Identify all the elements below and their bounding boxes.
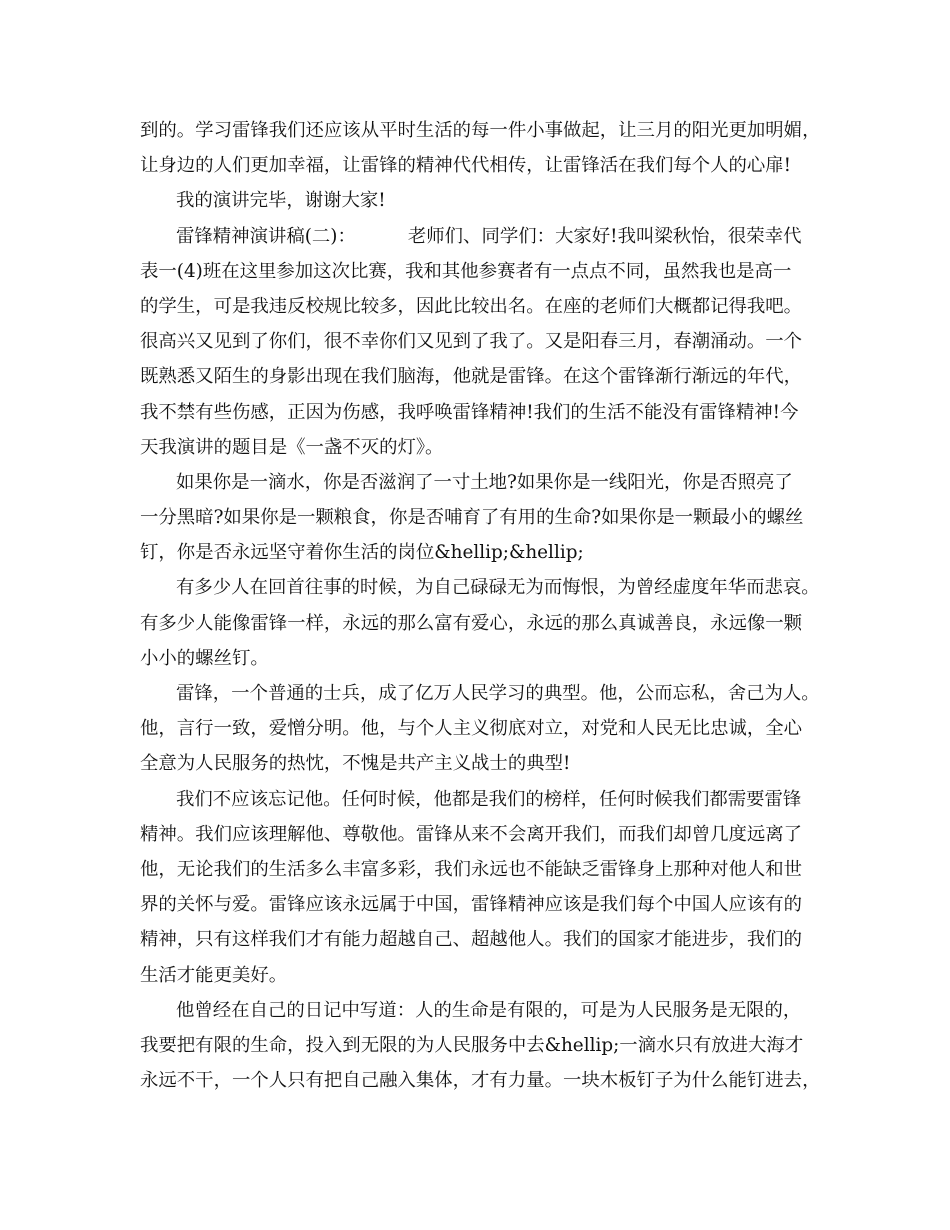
paragraph-start-line: 他曾经在自己的日记中写道：人的生命是有限的，可是为人民服务是无限的， [176,999,802,1021]
text-line: 的学生，可是我违反校规比较多，因此比较出名。在座的老师们大概都记得我吧。 [140,295,803,317]
text-line: 很高兴又见到了你们，很不幸你们又见到了我了。又是阳春三月，春潮涌动。一个 [140,331,803,353]
text-line: 一分黑暗?如果你是一颗粮食，你是否哺育了有用的生命?如果你是一颗最小的螺丝 [140,507,804,529]
text-line: 表一(4)班在这里参加这次比赛，我和其他参赛者有一点点不同，虽然我也是高一 [140,260,792,282]
text-line: 有多少人能像雷锋一样，永远的那么富有爱心，永远的那么真诚善良，永远像一颗 [140,612,803,634]
text-line: 让身边的人们更加幸福，让雷锋的精神代代相传，让雷锋活在我们每个人的心扉! [140,155,792,177]
closing-line: 我的演讲完毕，谢谢大家! [176,190,386,212]
text-line: 他，言行一致，爱憎分明。他，与个人主义彻底对立，对党和人民无比忠诚，全心 [140,718,803,740]
text-line: 到的。学习雷锋我们还应该从平时生活的每一件小事做起，让三月的阳光更加明媚， [140,120,821,141]
paragraph-start-line: 如果你是一滴水，你是否滋润了一寸土地?如果你是一线阳光，你是否照亮了 [176,471,793,493]
paragraph-start-line: 有多少人在回首往事的时候，为自己碌碌无为而悔恨，为曾经虚度年华而悲哀。 [176,577,820,599]
text-line: 全意为人民服务的热忱，不愧是共产主义战士的典型! [140,753,571,775]
text-line: 既熟悉又陌生的身影出现在我们脑海，他就是雷锋。在这个雷锋渐行渐远的年代， [140,366,803,388]
text-line: 精神。我们应该理解他、尊敬他。雷锋从来不会离开我们，而我们却曾几度远离了 [140,823,803,845]
speech-heading-line [140,219,830,254]
greeting-text: 老师们、同学们：大家好!我叫梁秋怡，很荣幸代 [407,225,802,247]
text-line: 生活才能更美好。 [140,964,288,986]
text-line: 他，无论我们的生活多么丰富多彩，我们永远也不能缺乏雷锋身上那种对他人和世 [140,858,803,880]
text-line: 永远不干，一个人只有把自己融入集体，才有力量。一块木板钉子为什么能钉进去， [140,1070,821,1092]
document-body [140,113,830,1098]
text-line: 我要把有限的生命，投入到无限的为人民服务中去&hellip;一滴水只有放进大海才 [140,1034,804,1056]
text-line: 天我演讲的题目是《一盏不灭的灯》。 [140,436,444,458]
speech-heading: 雷锋精神演讲稿(二)： [176,225,356,247]
text-line: 钉，你是否永远坚守着你生活的岗位&hellip;&hellip; [140,542,584,564]
paragraph-start-line: 我们不应该忘记他。任何时候，他都是我们的榜样，任何时候我们都需要雷锋 [176,788,802,810]
text-line: 界的关怀与爱。雷锋应该永远属于中国，雷锋精神应该是我们每个中国人应该有的 [140,894,803,916]
text-line: 小小的螺丝钉。 [140,647,269,669]
text-line: 精神，只有这样我们才有能力超越自己、超越他人。我们的国家才能进步，我们的 [140,929,803,951]
text-line: 我不禁有些伤感，正因为伤感，我呼唤雷锋精神!我们的生活不能没有雷锋精神!今 [140,401,799,423]
paragraph-start-line: 雷锋，一个普通的士兵，成了亿万人民学习的典型。他，公而忘私，舍己为人。 [176,683,820,704]
